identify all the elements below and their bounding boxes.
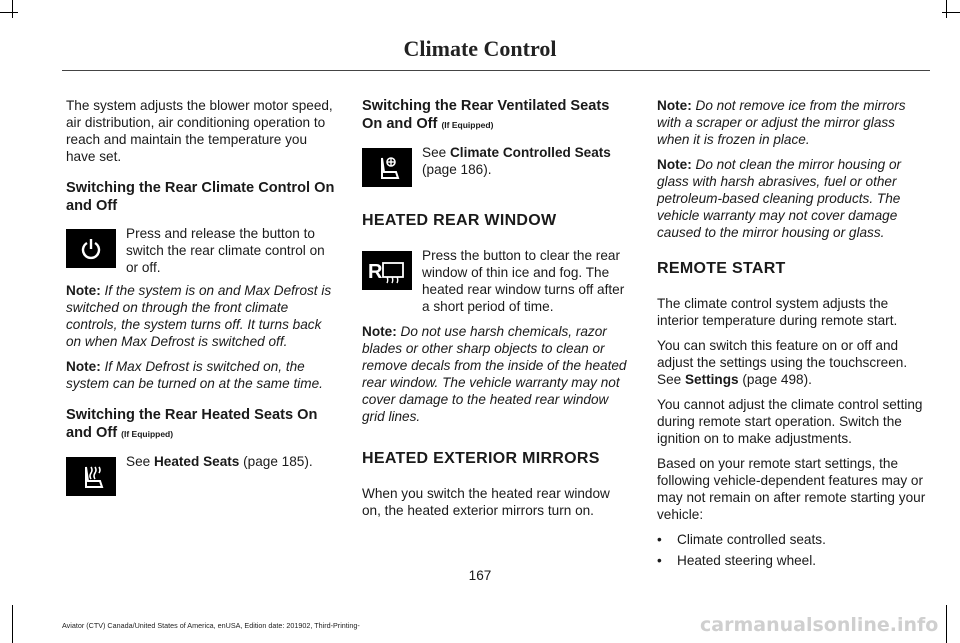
power-icon (66, 229, 116, 268)
see-label: See (422, 145, 447, 160)
heading-text: Switching the Rear Heated Seats On and Off (66, 407, 318, 441)
rear-climate-row (66, 225, 336, 276)
note-label: Note: (66, 359, 101, 374)
page-ref: (page 186). (422, 162, 492, 177)
mirrors-paragraph: When you switch the heated rear window on, the heated exterior mirrors turn on. (362, 486, 610, 518)
list-item-text: Climate controlled seats. (677, 532, 826, 547)
if-equipped-label: (If Equipped) (121, 429, 174, 439)
ventilated-seats-heading (362, 97, 632, 134)
crop-mark (946, 0, 947, 18)
settings-link[interactable]: Settings (684, 372, 739, 387)
note-text: Do not remove ice from the mirrors with a scraper or adjust the mirror glass when it is frozen in place. (657, 98, 906, 147)
ventilated-seats-row (362, 144, 632, 187)
header-rule (62, 70, 930, 71)
footer-edition: Aviator (CTV) Canada/United States of America, enUSA, Edition date: 201902, Third-Printing- (62, 621, 360, 630)
heated-seats-text (126, 453, 336, 470)
page-title: Climate Control (403, 36, 557, 61)
column-1 (66, 97, 336, 502)
heated-seats-row (66, 453, 336, 496)
crop-mark (12, 0, 13, 18)
heated-rear-window-heading: HEATED REAR WINDOW (362, 212, 557, 229)
svg-text:R: R (368, 260, 383, 283)
note-label: Note: (362, 324, 397, 339)
paragraph (657, 337, 927, 388)
ventilated-seats-text (422, 144, 632, 178)
climate-seats-link[interactable]: Climate Controlled Seats (449, 145, 611, 160)
note-1 (66, 282, 336, 350)
list-item (657, 552, 927, 569)
rear-window-row (362, 247, 632, 315)
list-item-text: Heated steering wheel. (677, 553, 817, 568)
rear-climate-heading: Switching the Rear Climate Control On and Off (66, 180, 335, 214)
note-label: Note: (657, 98, 692, 113)
rear-window-text: Press the button to clear the rear window of thin ice and fog. The heated rear window turns off after a short period of time. (422, 248, 625, 314)
intro-paragraph: The system adjusts the blower motor speed, air distribution, air conditioning operation to reach and maintain the temperature you have set. (66, 98, 333, 164)
heading-text: Switching the Rear Ventilated Seats On and Off (362, 98, 610, 132)
note-text: Do not clean the mirror housing or glass with harsh abrasives, fuel or other petroleum-based cleaning products. The vehicle warranty may not cover damage caused to the mirror housing or glass. (657, 157, 902, 240)
note-1 (657, 97, 927, 148)
text: You can switch this feature on or off and adjust the settings using the touchscreen. See (657, 338, 908, 387)
rear-defrost-icon (362, 251, 412, 290)
if-equipped-label: (If Equipped) (441, 120, 494, 130)
paragraph: The climate control system adjusts the interior temperature during remote start. (657, 296, 898, 328)
crop-mark (946, 605, 947, 643)
bullet-glyph: • (657, 553, 662, 568)
heated-mirrors-heading: HEATED EXTERIOR MIRRORS (362, 450, 600, 467)
note-text: Do not use harsh chemicals, razor blades or other sharp objects to clean or remove decals from the inside of the heated rear window. The vehicle warranty may not cover damage to the heated rear window grid lines. (362, 324, 627, 424)
page-number: 167 (468, 568, 492, 583)
bullet-glyph: • (657, 532, 662, 547)
list-item (657, 531, 927, 548)
note-label: Note: (66, 283, 101, 298)
note-2 (657, 156, 927, 241)
note-label: Note: (657, 157, 692, 172)
crop-mark (942, 12, 960, 13)
ventilated-seat-icon (362, 148, 412, 187)
page-ref: (page 498). (742, 372, 812, 387)
paragraph: You cannot adjust the climate control setting during remote start operation. Switch the ignition on to make adjustments. (657, 397, 923, 446)
column-2 (362, 97, 632, 527)
paragraph: Based on your remote start settings, the following vehicle-dependent features may or may not remain on after remote starting your vehicle: (657, 456, 926, 522)
see-label: See (126, 454, 151, 469)
rear-window-note (362, 323, 632, 425)
note-2 (66, 358, 336, 392)
note-text: If Max Defrost is switched on, the system can be turned on at the same time. (66, 359, 323, 391)
note-text: If the system is on and Max Defrost is switched on through the front climate controls, the system turns off. It turns back on when Max Defrost is switched off. (66, 283, 332, 349)
column-3 (657, 97, 927, 573)
rear-climate-text: Press and release the button to switch the rear climate control on or off. (126, 226, 325, 275)
heated-seat-icon (66, 457, 116, 496)
watermark: carmanualsonline.info (700, 614, 939, 636)
crop-mark (12, 605, 13, 643)
heated-seats-link[interactable]: Heated Seats (153, 454, 240, 469)
remote-start-heading: REMOTE START (657, 260, 786, 277)
crop-mark (0, 12, 18, 13)
heated-seats-heading (66, 406, 336, 443)
page-ref: (page 185). (243, 454, 313, 469)
